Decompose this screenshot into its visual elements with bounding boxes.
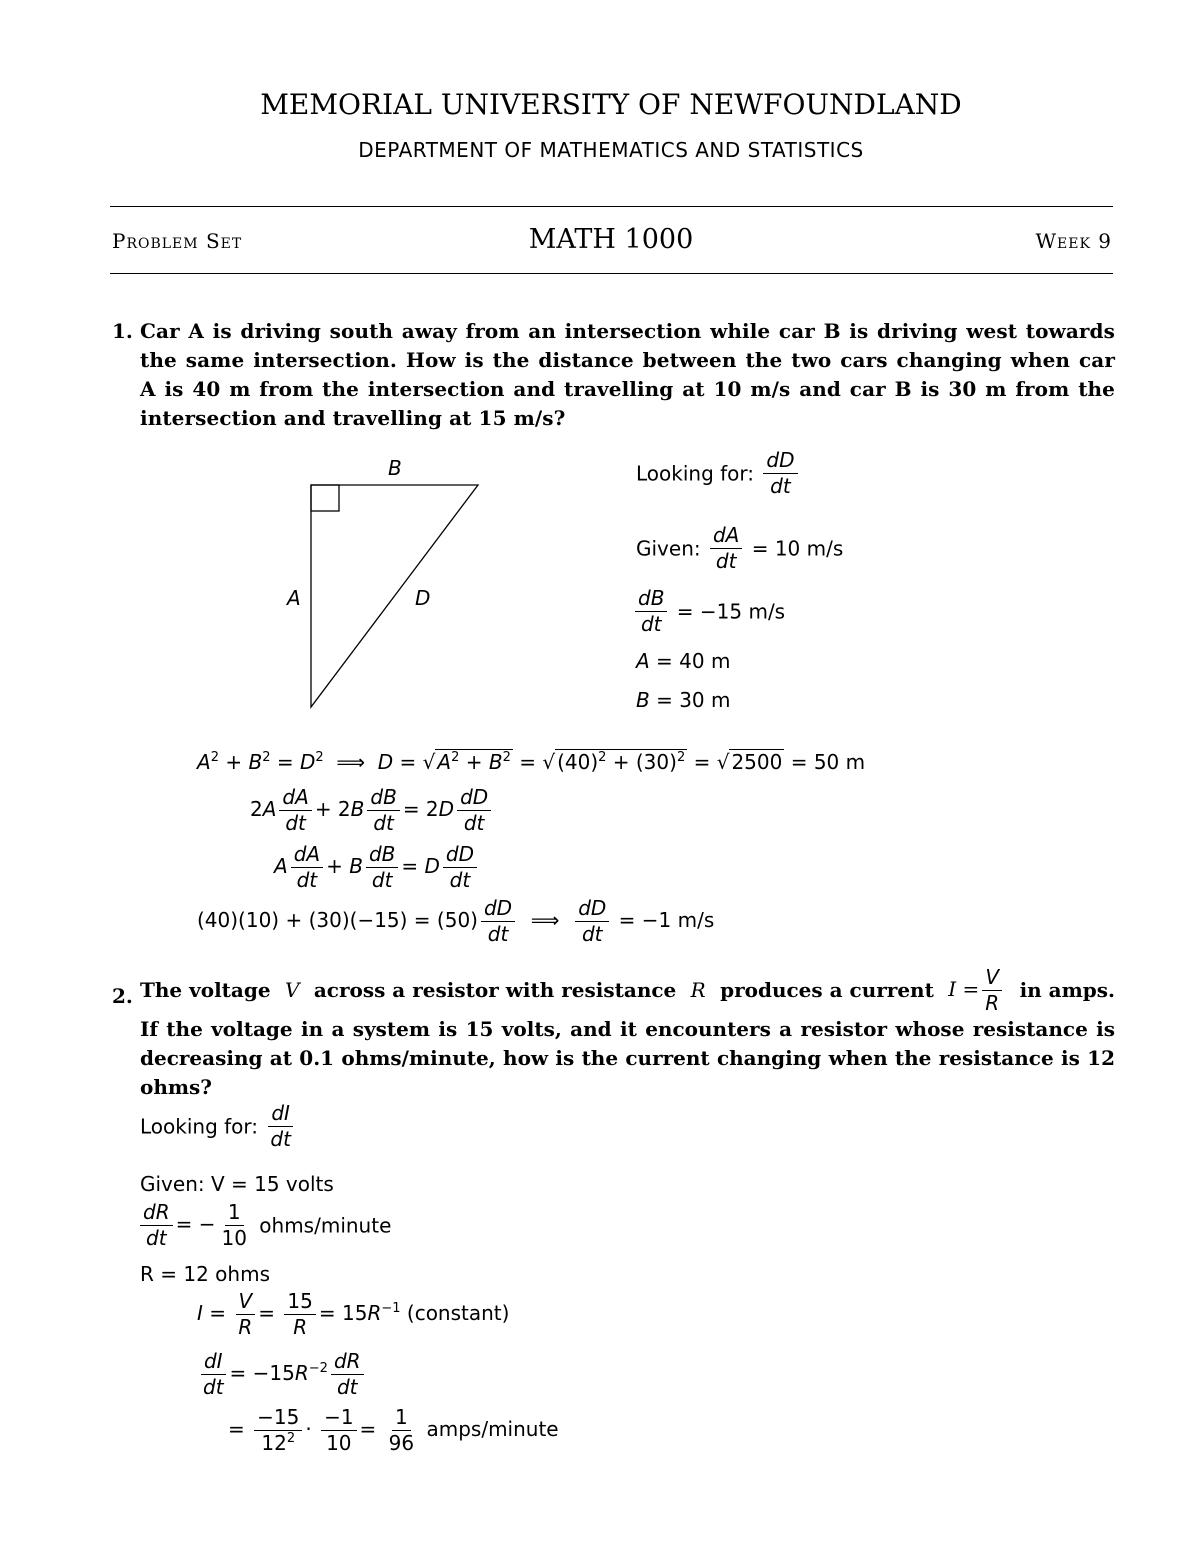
given-db-value: = −15 m/s — [676, 599, 786, 624]
problem-1-line: A is 40 m from the intersection and travelling at 10 m/s and car B is 30 m from the — [140, 377, 1115, 401]
top-rule — [110, 206, 1113, 207]
side-d-label: D — [415, 586, 431, 610]
result-value: = −1 m/s — [618, 908, 715, 932]
p2-text: The voltage — [140, 978, 271, 1002]
problem-2-text — [140, 1015, 1115, 1102]
a-value: = 40 m — [656, 649, 731, 673]
looking-for-1: Looking for: $\frac{dD}{dt}$ — [636, 449, 801, 498]
problem-2-line: If the voltage in a system is 15 volts, and it encounters a resistor whose resistance is — [140, 1017, 1115, 1041]
problem-1-line: the same intersection. How is the distance between the two cars changing when car — [140, 348, 1115, 372]
triangle-shape — [311, 485, 478, 707]
given-a-value: A = 40 m — [636, 649, 731, 673]
looking-for-2: Looking for: $\frac{dI}{dt}$ — [140, 1102, 297, 1151]
pythagoras-line: $A^2 + B^2 = D^2$ ⟹ D = √ $A^2 + B^2$ = √ $(40)^2 + (30)^2$ = √ 2500 = 50 m — [197, 750, 866, 774]
given-v: Given: V = 15 volts — [140, 1172, 334, 1196]
current-formula: I = $\frac{V}{R}$ = $\frac{15}{R}$ = $15R^{-1}$ (constant) — [197, 1289, 510, 1339]
given-label: Given: — [636, 536, 701, 561]
p2-text: across a resistor with resistance — [313, 978, 677, 1002]
differentiated-line: 2A $\frac{dA}{dt}$ + 2B $\frac{dB}{dt}$ = 2D $\frac{dD}{dt}$ — [250, 786, 494, 835]
side-a-label: A — [287, 586, 301, 610]
course-title: MATH 1000 — [528, 224, 694, 255]
simplified-line: A $\frac{dA}{dt}$ + B $\frac{dB}{dt}$ = D $\frac{dD}{dt}$ — [274, 843, 480, 892]
problem-set-label: Problem Set — [112, 229, 243, 253]
constant-note: (constant) — [406, 1301, 510, 1325]
department-title: DEPARTMENT OF MATHEMATICS AND STATISTICS — [358, 138, 864, 162]
problem-1-line: intersection and travelling at 15 m/s? — [140, 406, 566, 430]
problem-2-line: ohms? — [140, 1075, 213, 1099]
problem-2-line: decreasing at 0.1 ohms/minute, how is the current changing when the resistance is 12 — [140, 1046, 1115, 1070]
side-b-label: B — [388, 456, 402, 480]
current-result: = $\frac{-15}{12^2}$ · $\frac{-1}{10}$ = $\frac{1}{96}$ amps/minute — [228, 1405, 559, 1455]
b-value: = 30 m — [656, 688, 731, 712]
bottom-rule — [110, 273, 1113, 274]
result-units: amps/minute — [426, 1417, 559, 1441]
problem-1-text — [140, 317, 1115, 433]
triangle-diagram — [290, 455, 500, 715]
problem-1-number: 1. — [112, 319, 133, 343]
given-da-value: = 10 m/s — [751, 536, 844, 561]
p2-text: in amps. — [1019, 978, 1115, 1002]
given-b-value: B = 30 m — [636, 688, 731, 712]
university-title: MEMORIAL UNIVERSITY OF NEWFOUNDLAND — [260, 88, 962, 121]
week-label: Week 9 — [1035, 229, 1112, 253]
given-dr: $\frac{dR}{dt}$ = − $\frac{1}{10}$ ohms/minute — [137, 1201, 391, 1250]
problem-2-number: 2. — [112, 984, 133, 1008]
problem-1-line: Car A is driving south away from an intersection while car B is driving west towards — [140, 319, 1115, 343]
p2-text: produces a current — [720, 978, 934, 1002]
looking-for-label: Looking for: — [636, 461, 755, 486]
given-db: $\frac{dB}{dt}$ = −15 m/s — [632, 587, 785, 636]
right-angle-marker — [311, 485, 339, 511]
substitution-line: (40)(10) + (30)(−15) = (50) $\frac{dD}{dt}$ ⟹ $\frac{dD}{dt}$ = −1 m/s — [197, 896, 715, 946]
looking-for-label: Looking for: — [140, 1114, 259, 1139]
given-da: Given: $\frac{dA}{dt}$ = 10 m/s — [636, 523, 844, 573]
current-derivative: $\frac{dI}{dt}$ = $-15R^{-2}$ $\frac{dR}{dt}$ — [197, 1350, 367, 1399]
problem-2-line1: The voltage V across a resistor with resistance R produces a current I = $\frac{V}{R}$ in amps. — [140, 965, 1115, 1015]
dr-units: ohms/minute — [259, 1213, 392, 1238]
given-r: R = 12 ohms — [140, 1262, 270, 1286]
